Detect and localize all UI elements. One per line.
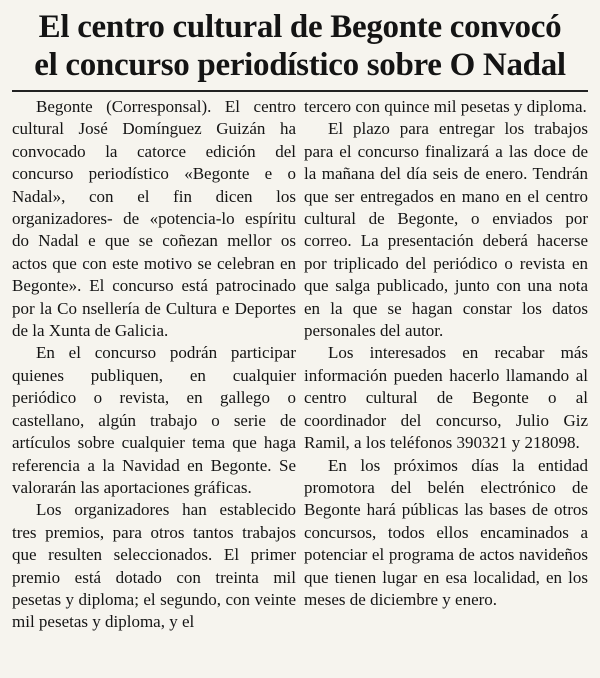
paragraph-text: Los interesados en recabar más información pueden hacerlo llamando al centro cultural de Begonte o al coordinador del concurso, Julio Giz Ramil, a los teléfonos 390321 y 218098. [304, 343, 588, 453]
paragraph [304, 118, 588, 342]
paragraph [12, 342, 296, 499]
article-body [12, 96, 588, 634]
paragraph [12, 499, 296, 633]
headline-line-2: el concurso periodístico sobre O Nadal [34, 47, 566, 83]
paragraph [304, 96, 588, 118]
paragraph [304, 455, 588, 612]
column-right [304, 96, 588, 634]
headline-line-1: El centro cultural de Begonte convocó [38, 9, 562, 45]
column-left [12, 96, 296, 634]
paragraph-text: Begonte (Corresponsal). El centro cultural José Domínguez Guizán ha convocado la catorce edición del concurso periodístico «Begonte e o Nadal», con el fin dicen los organizadores- de «potencia-lo espíritu do Nadal e que se coñezan mellor os actos que con este motivo se celebran en Begonte». El concurso está patrocinado por la Co nsellería de Cultura e Deportes de la Xunta de Galicia. [12, 97, 296, 341]
paragraph-text: En el concurso podrán participar quienes publiquen, en cualquier periódico o revista, en gallego o castellano, algún trabajo o serie de artículos sobre cualquier tema que haga referencia a la Navidad en Begonte. Se valorarán las aportaciones gráficas. [12, 343, 296, 497]
paragraph [304, 342, 588, 454]
paragraph-text: Los organizadores han establecido tres premios, para otros tantos trabajos que resulten seleccionados. El primer premio está dotado con treinta mil pesetas y diploma; el segundo, con veinte mil pesetas y diploma, y el [12, 500, 296, 632]
paragraph-text: El plazo para entregar los trabajos para el concurso finalizará a las doce de la mañana del día seis de enero. Tendrán que ser entregados en mano en el centro cultural de Begonte, o enviados por correo. La presentación deberá hacerse por triplicado del periódico o revista en que salga publicado, junto con una nota en la que se hagan constar los datos personales del autor. [304, 119, 588, 341]
paragraph-text: tercero con quince mil pesetas y diploma. [304, 97, 587, 116]
paragraph-text: En los próximos días la entidad promotora del belén electrónico de Begonte hará públicas las bases de otros concursos, todos ellos encaminados a potenciar el programa de actos navideños que tienen lugar en esa localidad, en los meses de diciembre y enero. [304, 455, 588, 609]
paragraph [12, 96, 296, 342]
headline-rule [12, 90, 588, 92]
headline [12, 8, 588, 84]
